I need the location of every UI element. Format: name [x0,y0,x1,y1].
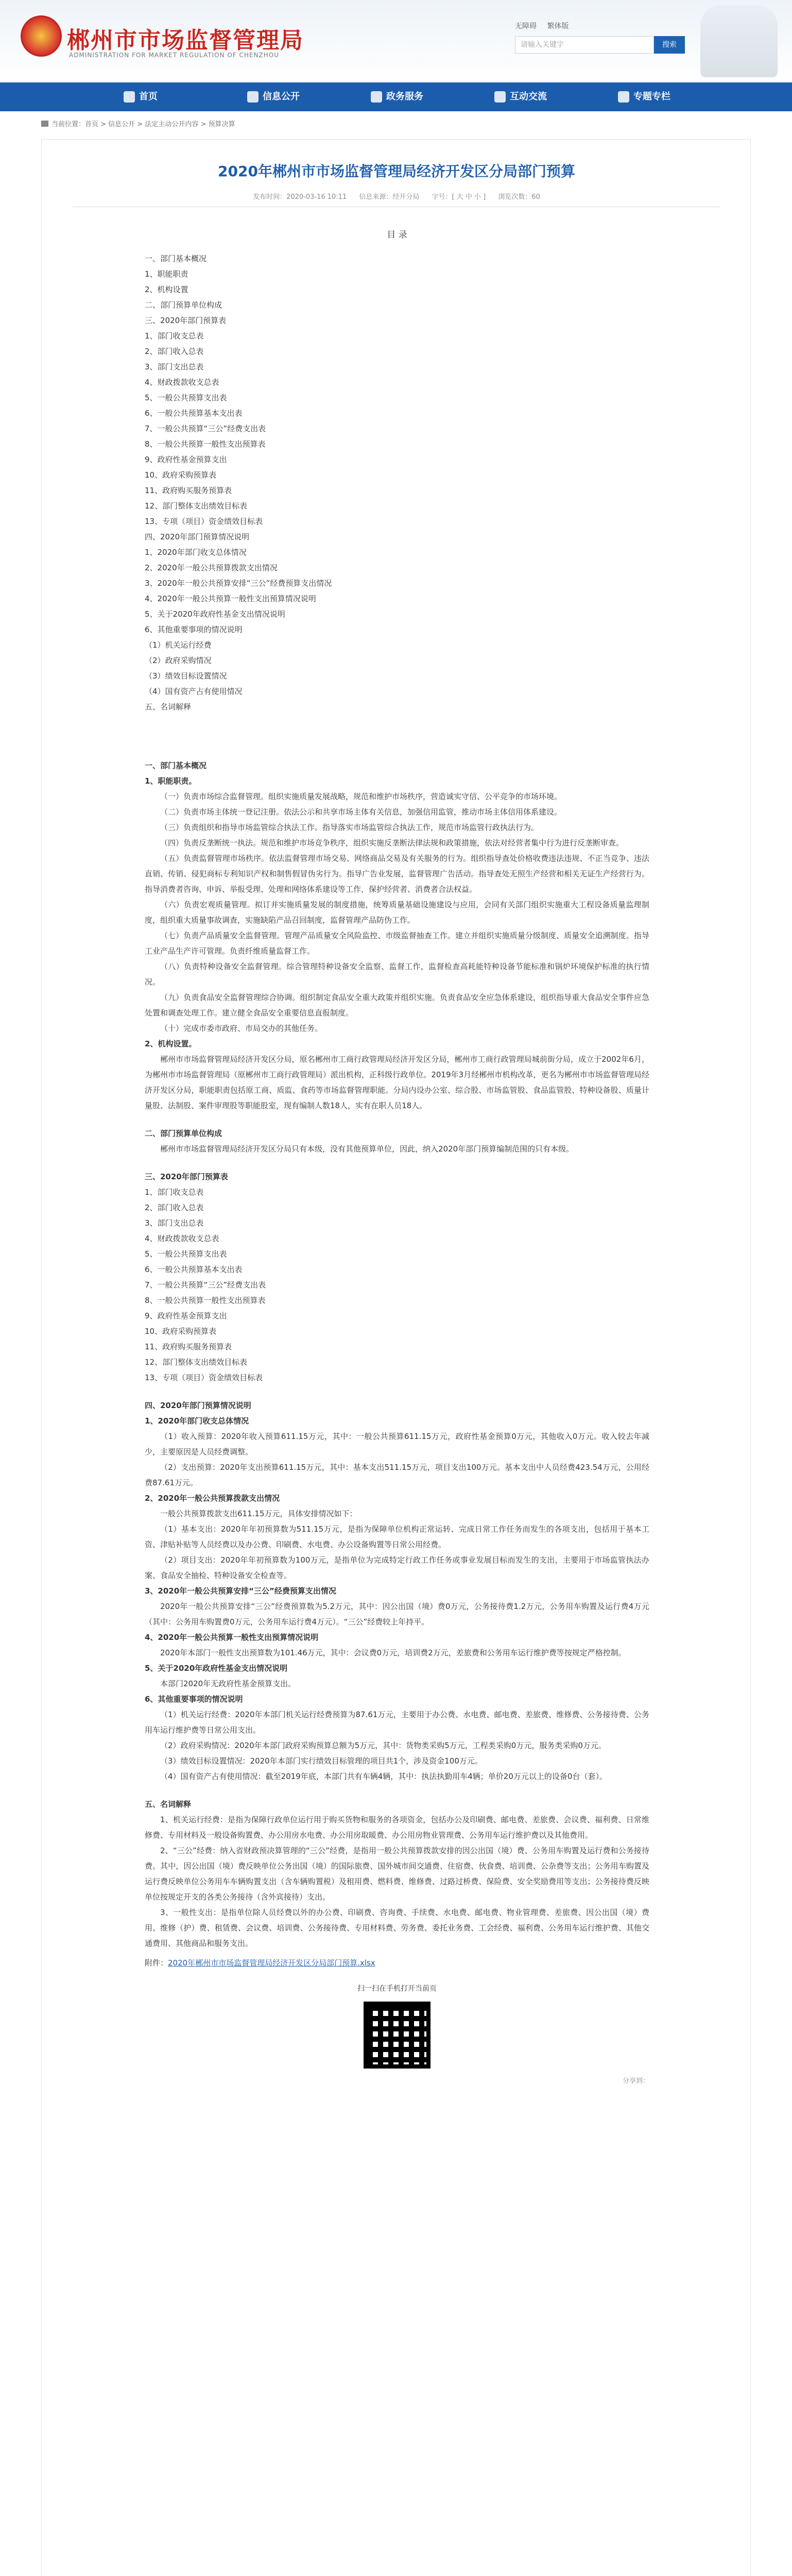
accessibility-link[interactable]: 无障碍 [515,22,537,30]
nav-interaction[interactable] [494,82,547,111]
table-of-contents [145,251,649,715]
toc-item: （2）政府采购情况 [145,656,212,665]
paragraph: 本部门2020年无政府性基金预算支出。 [160,1679,296,1688]
paragraph: 2、“三公”经费：纳入省财政预决算管理的“三公”经费，是指用一般公共预算拨款安排的因公出国（境）费、公务用车购置及运行费和公务接待费。其中，因公出国（境）费反映单位公务出国（境）的国际旅费、国外城市间交通费、住宿费、伙食费、培训费、公杂费等支出；公务用车购置及运行费反映单位公务用车车辆购置支出（含车辆购置税）及租用费、燃料费、维修费、过路过桥费、保险费、安全奖励费用等支出；公务接待费反映单位按规定开支的各类公务接待（含外宾接待）支出。 [145,1846,649,1902]
toc-item: 四、2020年部门预算情况说明 [145,532,250,541]
article-title: 2020年郴州市市场监督管理局经济开发区分局部门预算 [218,163,575,180]
paragraph: （六）负责宏观质量管理。拟订并实施质量发展的制度措施，统筹质量基础设施建设与应用，会同有关部门组织实施重大工程设备质量监理制度，组织重大质量事故调查，实施缺陷产品召回制度，监督管理产品防伪工作。 [145,900,649,925]
paragraph: 一般公共预算拨款支出611.15万元，具体安排情况如下： [160,1509,357,1518]
search-input[interactable]: 请输入关键字 [515,36,654,54]
nav-home[interactable] [124,82,158,111]
table-list-item: 4、财政拨款收支总表 [145,1234,219,1243]
nav-special-topics[interactable] [618,82,670,111]
site-header [0,0,792,82]
toc-item: 2、机构设置 [145,285,188,294]
table-list-item: 2、部门收入总表 [145,1203,204,1212]
table-list-item: 5、一般公共预算支出表 [145,1249,227,1259]
toc-item: 10、政府采购预算表 [145,470,217,480]
table-list-item: 3、部门支出总表 [145,1218,204,1228]
table-list-item: 8、一般公共预算一般性支出预算表 [145,1296,266,1305]
stone-lion-image [700,5,778,77]
paragraph: （4）国有资产占有使用情况：截至2019年底，本部门共有车辆4辆，其中：执法执勤用车4辆；单价20万元以上的设备0台（套）。 [160,1772,607,1781]
paragraph: （五）负责监督管理市场秩序。依法监督管理市场交易、网络商品交易及有关服务的行为。组织指导查处价格收费违法违规、不正当竞争、违法直销、传销、侵犯商标专利知识产权和制售假冒伪劣行为。指导广告业发展，监督管理广告活动。指导查处无照生产经营和相关无证生产经营行为。指导消费者咨询、申诉、举报受理、处理和网络体系建设等工作，保护经营者、消费者合法权益。 [145,854,649,894]
article-body [145,222,649,2089]
main-nav [0,82,792,111]
attachment-link[interactable]: 2020年郴州市市场监督管理局经济开发区分局部门预算.xlsx [168,1958,375,1968]
home-icon [124,91,135,103]
nav-home-label: 首页 [139,91,158,102]
header-links [515,21,577,31]
section-heading: 2、2020年一般公共预算拨款支出情况 [145,1494,280,1503]
toc-item: 三、2020年部门预算表 [145,316,227,325]
section-heading: 5、关于2020年政府性基金支出情况说明 [145,1664,288,1673]
spacer [145,715,649,745]
toc-item: 二、部门预算单位构成 [145,300,222,310]
toc-heading: 目 录 [387,230,407,240]
search-button[interactable]: 搜索 [654,36,685,54]
toc-item: 8、一般公共预算一般性支出预算表 [145,439,266,449]
toc-item: 1、职能职责 [145,269,188,279]
attachment-label: 附件： [145,1958,168,1968]
nav-interaction-label: 互动交流 [510,91,547,102]
paragraph: （三）负责组织和指导市场监管综合执法工作。指导落实市场监管综合执法工作，规范市场监管行政执法行为。 [160,823,539,832]
toc-item: 2、部门收入总表 [145,347,204,356]
share-label[interactable]: 分享到： [622,2077,649,2085]
toc-item: 5、关于2020年政府性基金支出情况说明 [145,609,285,619]
paragraph: （七）负责产品质量安全监督管理。管理产品质量安全风险监控、市级监督抽查工作。建立并组织实施质量分级制度、质量安全追溯制度。指导工业产品生产许可管理。负责纤维质量监督工作。 [145,931,649,956]
paragraph: 2020年本部门一般性支出预算数为101.46万元，其中：会议费0万元，培训费2万元，差旅费和公务用车运行维护费等按规定严格控制。 [160,1648,626,1657]
paragraph: （八）负责特种设备安全监督管理。综合管理特种设备安全监察、监督工作，监督检查高耗能特种设备节能标准和锅炉环境保护标准的执行情况。 [145,962,649,987]
info-source: 信息来源：经开分局 [359,193,420,201]
toc-item: 1、2020年部门收支总体情况 [145,548,247,557]
site-title[interactable]: 郴州市市场监督管理局 [67,27,304,54]
nav-info-label: 信息公开 [263,91,300,102]
home-icon [41,121,48,127]
toc-item: （4）国有资产占有使用情况 [145,687,243,696]
table-list-item: 12、部门整体支出绩效目标表 [145,1358,248,1367]
article-meta [42,191,751,201]
qr-code [364,2002,431,2069]
section-heading: 1、职能职责。 [145,776,197,786]
toc-item: 3、2020年一般公共预算安排“三公”经费预算支出情况 [145,579,332,588]
section-heading: 一、部门基本概况 [145,761,207,770]
view-count: 浏览次数：60 [498,193,540,201]
table-list-item: 7、一般公共预算“三公”经费支出表 [145,1280,266,1290]
article-sections [145,758,649,1951]
toc-item: （1）机关运行经费 [145,640,212,650]
paragraph: （2）支出预算：2020年支出预算611.15万元，其中：基本支出511.15万元，项目支出100万元。基本支出中人员经费423.54万元，公用经费87.61万元。 [145,1463,649,1487]
table-list-item: 11、政府购买服务预算表 [145,1342,232,1351]
service-icon [371,91,382,103]
paragraph: （四）负责反垄断统一执法。规范和维护市场竞争秩序，组织实施反垄断法律法规和政策措施，依法对经营者集中行为进行反垄断审查。 [160,838,624,848]
section-heading: 五、名词解释 [145,1800,192,1809]
toc-item: 一、部门基本概况 [145,254,207,263]
toc-item: 12、部门整体支出绩效目标表 [145,501,248,511]
breadcrumb[interactable] [41,118,235,128]
section-heading: 1、2020年部门收支总体情况 [145,1416,249,1426]
toc-item: 5、一般公共预算支出表 [145,393,227,402]
paragraph: （一）负责市场综合监督管理。组织实施质量发展战略，规范和维护市场秩序，营造诚实守信、公平竞争的市场环境。 [160,792,562,801]
paragraph: （二）负责市场主体统一登记注册。依法公示和共享市场主体有关信息，加强信用监管，推动市场主体信用体系建设。 [160,807,562,817]
section-heading: 6、其他重要事项的情况说明 [145,1694,243,1704]
table-list-item: 1、部门收支总表 [145,1188,204,1197]
topic-icon [618,91,629,103]
paragraph: （十）完成市委市政府、市局交办的其他任务。 [160,1024,323,1033]
toc-item: 6、其他重要事项的情况说明 [145,625,243,634]
paragraph: （1）机关运行经费：2020年本部门机关运行经费预算为87.61万元，主要用于办公费、水电费、邮电费、差旅费、维修费、公务接待费、公务用车运行维护费等日常公用支出。 [145,1710,649,1735]
toc-item: 五、名词解释 [145,702,192,711]
table-list-item: 6、一般公共预算基本支出表 [145,1265,243,1274]
paragraph: （九）负责食品安全监督管理综合协调。组织制定食品安全重大政策并组织实施。负责食品安全应急体系建设，组织指导重大食品安全事件应急处置和调查处理工作。建立健全食品安全重要信息直报制度。 [145,993,649,1018]
table-list-item: 9、政府性基金预算支出 [145,1311,227,1320]
paragraph: （3）绩效目标设置情况：2020年本部门实行绩效目标管理的项目共1个，涉及资金100万元。 [160,1756,483,1766]
emblem-icon [21,15,62,57]
paragraph: 1、机关运行经费：是指为保障行政单位运行用于购买货物和服务的各项资金，包括办公及印刷费、邮电费、差旅费、会议费、福利费、日常维修费、专用材料及一般设备购置费、办公用房水电费、办公用房取暖费、办公用房物业管理费、公务用车运行维护费以及其他费用。 [145,1815,649,1840]
breadcrumb-text[interactable]: 当前位置：首页 > 信息公开 > 法定主动公开内容 > 预算决算 [51,121,235,128]
nav-gov-services[interactable] [371,82,423,111]
font-size-switch[interactable]: 字号：[ 大 中 小 ] [432,193,486,201]
toc-item: 11、政府购买服务预算表 [145,486,232,495]
toc-item: （3）绩效目标设置情况 [145,671,227,681]
chat-icon [494,91,506,103]
toc-item: 3、部门支出总表 [145,362,204,371]
nav-info-disclosure[interactable] [247,82,300,111]
toc-item: 4、2020年一般公共预算一般性支出预算情况说明 [145,594,316,603]
section-heading: 2、机构设置。 [145,1039,197,1048]
toc-item: 4、财政拨款收支总表 [145,378,219,387]
qr-caption: 扫一扫在手机打开当前页 [357,1985,437,1993]
paragraph: 2020年一般公共预算安排“三公”经费预算数为5.2万元，其中：因公出国（境）费0万元，公务接待费1.2万元，公务用车购置及运行费4万元（其中：公务用车购置费0万元，公务用车运行费4万元）。“三公”经费较上年持平。 [145,1602,649,1626]
section-heading: 三、2020年部门预算表 [145,1172,228,1181]
toc-item: 6、一般公共预算基本支出表 [145,409,243,418]
toc-item: 9、政府性基金预算支出 [145,455,227,464]
paragraph: 郴州市市场监督管理局经济开发区分局，原名郴州市工商行政管理局经济开发区分局，郴州市工商行政管理局城前街分局，成立于2002年6月，为郴州市市场监督管理局（原郴州市工商行政管理局）派出机构，正科级行政单位。2019年3月经郴州市机构改革，更名为郴州市市场监督管理局经济开发区分局，职能职责包括原工商、质监、食药等市场监督管理职能。分局内设办公室、综合股、市场监管股、食品监管股、特种设备股、质量计量股、法制股、案件审理股等职能股室，现有编制人数18人，实有在职人员18人。 [145,1055,649,1110]
section-heading: 二、部门预算单位构成 [145,1129,222,1138]
paragraph: （2）项目支出：2020年年初预算数为100万元，是指单位为完成特定行政工作任务或事业发展目标而发生的支出，主要用于市场监管执法办案、食品安全抽检、特种设备安全检查等。 [145,1555,649,1580]
paragraph: 郴州市市场监督管理局经济开发区分局只有本级，没有其他预算单位，因此，纳入2020年部门预算编制范围的只有本级。 [160,1144,574,1154]
toc-item: 7、一般公共预算“三公”经费支出表 [145,424,266,433]
toc-item: 1、部门收支总表 [145,331,204,341]
table-list-item: 13、专项（项目）资金绩效目标表 [145,1373,263,1382]
paragraph: （1）收入预算：2020年收入预算611.15万元，其中：一般公共预算611.15万元，政府性基金预算0万元，其他收入0万元。收入较去年减少，主要原因是人员经费调整。 [145,1432,649,1456]
attachment [145,1955,649,1971]
section-heading: 3、2020年一般公共预算安排“三公”经费预算支出情况 [145,1586,336,1596]
table-list-item: 10、政府采购预算表 [145,1327,217,1336]
site-subtitle: ADMINISTRATION FOR MARKET REGULATION OF CHENZHOU [69,52,279,59]
paragraph: 3、一般性支出：是指单位除人员经费以外的办公费、印刷费、咨询费、手续费、水电费、邮电费、物业管理费、差旅费、因公出国（境）费用、维修（护）费、租赁费、会议费、培训费、公务接待费、专用材料费、劳务费、委托业务费、工会经费、福利费、公务用车运行维护费、其他交通费用、其他商品和服务支出。 [145,1908,649,1948]
article-panel [41,139,751,2576]
traditional-chinese-link[interactable]: 繁体版 [547,22,569,30]
section-heading: 4、2020年一般公共预算一般性支出预算情况说明 [145,1633,319,1642]
publish-time: 发布时间：2020-03-16 10:11 [253,193,347,201]
nav-topics-label: 专题专栏 [633,91,670,102]
toc-item: 2、2020年一般公共预算拨款支出情况 [145,563,278,572]
paragraph: （2）政府采购情况：2020年本部门政府采购预算总额为5万元，其中：货物类采购5万元，工程类采购0万元，服务类采购0万元。 [160,1741,606,1750]
nav-services-label: 政务服务 [386,91,423,102]
section-heading: 四、2020年部门预算情况说明 [145,1401,251,1410]
paragraph: （1）基本支出：2020年年初预算数为511.15万元，是指为保障单位机构正常运转、完成日常工作任务而发生的各项支出，包括用于基本工资、津贴补贴等人员经费以及办公费、印刷费、水电费、办公设备购置等日常公用经费。 [145,1524,649,1549]
toc-item: 13、专项（项目）资金绩效目标表 [145,517,263,526]
document-icon [247,91,259,103]
